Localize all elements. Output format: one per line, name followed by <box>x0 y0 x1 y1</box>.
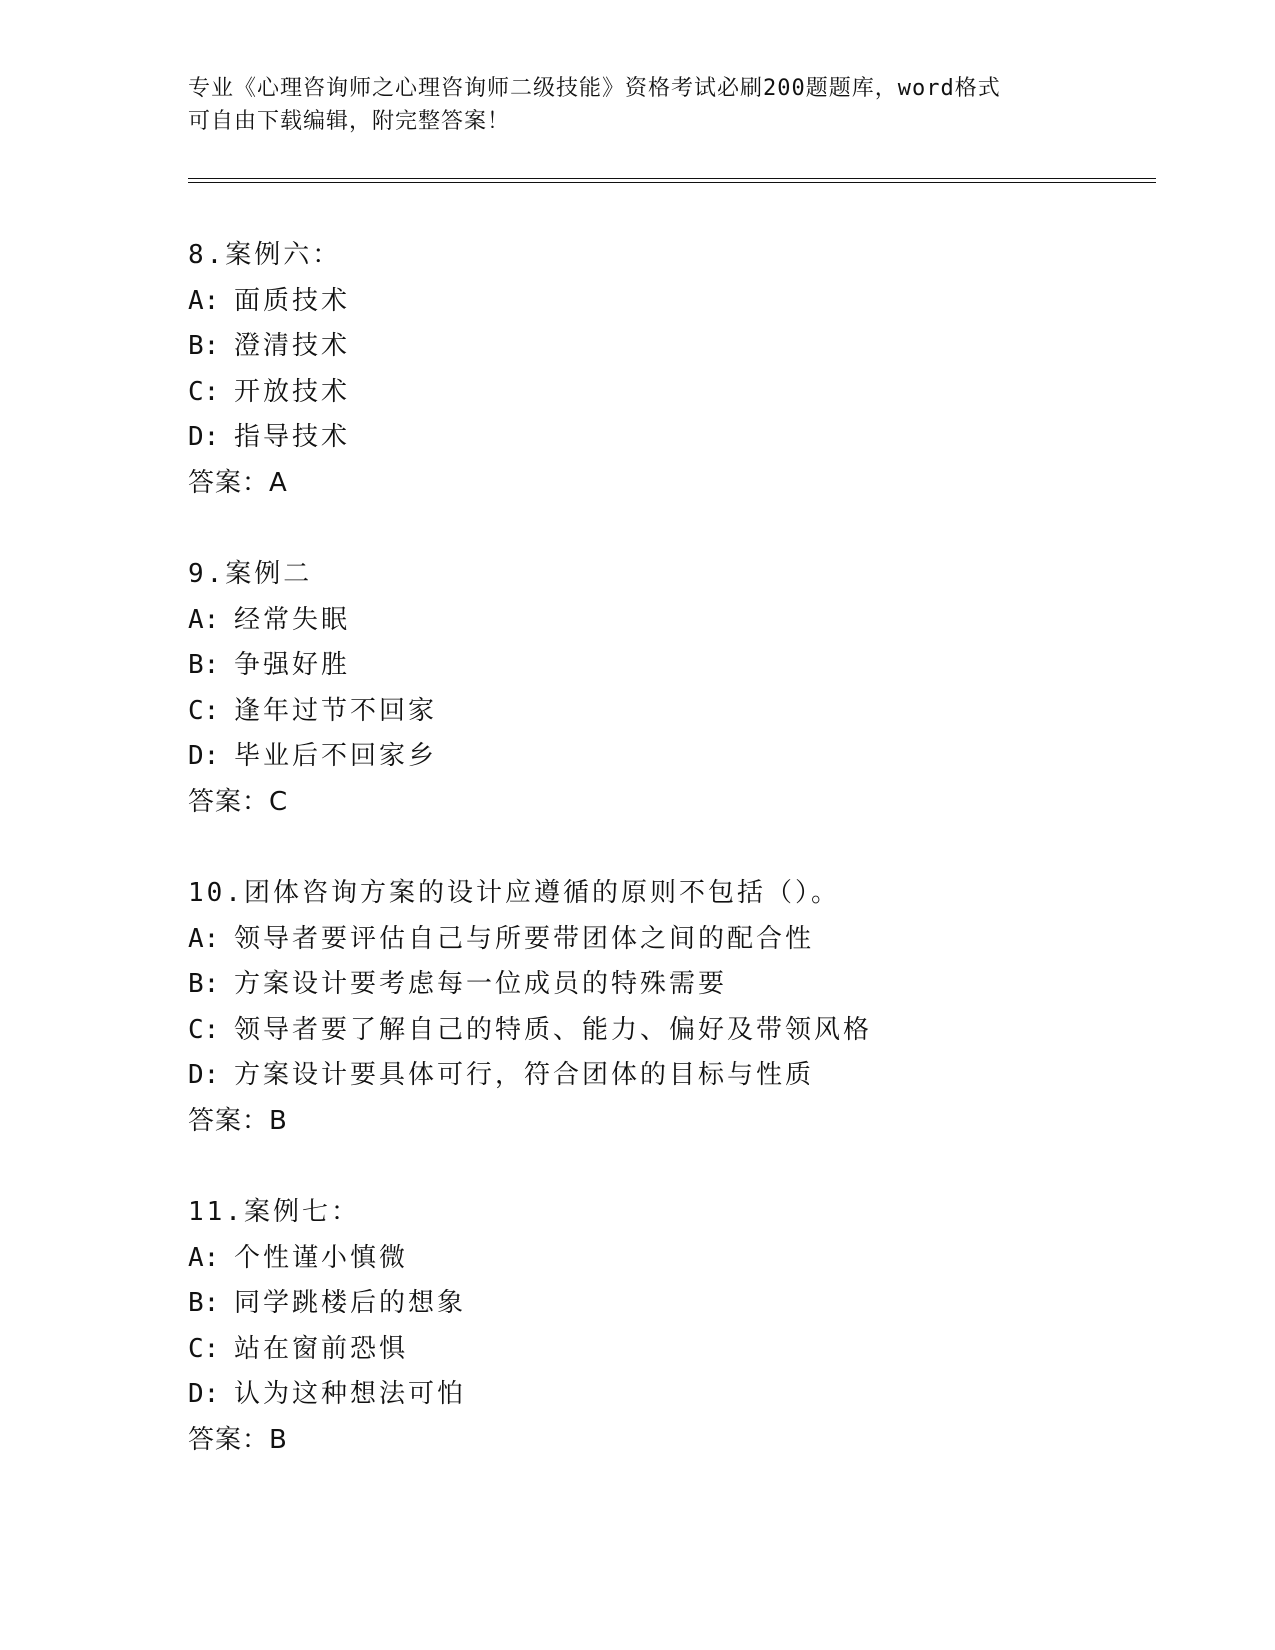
question-stem: 9.案例二 <box>188 559 313 589</box>
option-text: 开放技术 <box>234 376 351 407</box>
option-text: 方案设计要具体可行，符合团体的目标与性质 <box>234 1060 815 1090</box>
option-b <box>188 324 1188 370</box>
option-letter: A: <box>188 604 220 635</box>
answer-line: 答案：B <box>188 1424 288 1455</box>
option-a <box>188 917 1188 963</box>
option-letter: A: <box>188 923 220 954</box>
option-d <box>188 1372 1188 1418</box>
option-text: 同学跳楼后的想象 <box>234 1288 467 1318</box>
option-letter: D: <box>188 1379 220 1409</box>
option-letter: C: <box>188 695 220 726</box>
option-letter: C: <box>188 1014 220 1045</box>
option-text: 指导技术 <box>234 422 351 452</box>
option-letter: B: <box>188 650 220 680</box>
option-letter: B: <box>188 1288 220 1318</box>
question-stem: 10.团体咨询方案的设计应遵循的原则不包括（）。 <box>188 878 840 908</box>
option-letter: D: <box>188 422 220 452</box>
option-a <box>188 279 1188 325</box>
option-letter: C: <box>188 376 220 407</box>
option-a <box>188 598 1188 644</box>
option-letter: D: <box>188 1060 220 1090</box>
option-b <box>188 962 1188 1008</box>
header-divider-top <box>188 178 1156 179</box>
option-letter: B: <box>188 969 220 999</box>
option-letter: A: <box>188 1242 220 1273</box>
question-block <box>188 233 1188 506</box>
option-text: 毕业后不回家乡 <box>234 741 438 771</box>
option-letter: A: <box>188 285 220 316</box>
option-letter: D: <box>188 741 220 771</box>
header-line-1: 专业《心理咨询师之心理咨询师二级技能》资格考试必刷200题题库，word格式 <box>188 76 1001 101</box>
question-block <box>188 1190 1188 1463</box>
option-text: 面质技术 <box>234 285 351 316</box>
document-header <box>188 72 1088 138</box>
option-c <box>188 1327 1188 1373</box>
option-d <box>188 1053 1188 1099</box>
answer-line: 答案：A <box>188 467 288 498</box>
question-block <box>188 871 1188 1144</box>
header-line-2: 可自由下载编辑，附完整答案！ <box>188 109 511 134</box>
option-text: 个性谨小慎微 <box>234 1242 409 1273</box>
question-stem: 11.案例七： <box>188 1197 360 1227</box>
option-text: 逢年过节不回家 <box>234 695 438 726</box>
option-text: 方案设计要考虑每一位成员的特殊需要 <box>234 969 728 999</box>
header-divider-bottom <box>188 182 1156 183</box>
option-text: 澄清技术 <box>234 331 351 361</box>
option-text: 认为这种想法可怕 <box>234 1379 467 1409</box>
option-text: 站在窗前恐惧 <box>234 1333 409 1364</box>
option-b <box>188 1281 1188 1327</box>
option-text: 经常失眠 <box>234 604 351 635</box>
option-text: 争强好胜 <box>234 650 351 680</box>
option-c <box>188 689 1188 735</box>
option-letter: B: <box>188 331 220 361</box>
question-block <box>188 552 1188 825</box>
option-b <box>188 643 1188 689</box>
option-c <box>188 370 1188 416</box>
answer-line: 答案：B <box>188 1105 288 1136</box>
option-text: 领导者要评估自己与所要带团体之间的配合性 <box>234 923 815 954</box>
option-d <box>188 734 1188 780</box>
option-a <box>188 1236 1188 1282</box>
option-text: 领导者要了解自己的特质、能力、偏好及带领风格 <box>234 1014 873 1045</box>
option-d <box>188 415 1188 461</box>
option-letter: C: <box>188 1333 220 1364</box>
question-stem: 8.案例六： <box>188 240 342 270</box>
answer-line: 答案：C <box>188 786 289 817</box>
option-c <box>188 1008 1188 1054</box>
